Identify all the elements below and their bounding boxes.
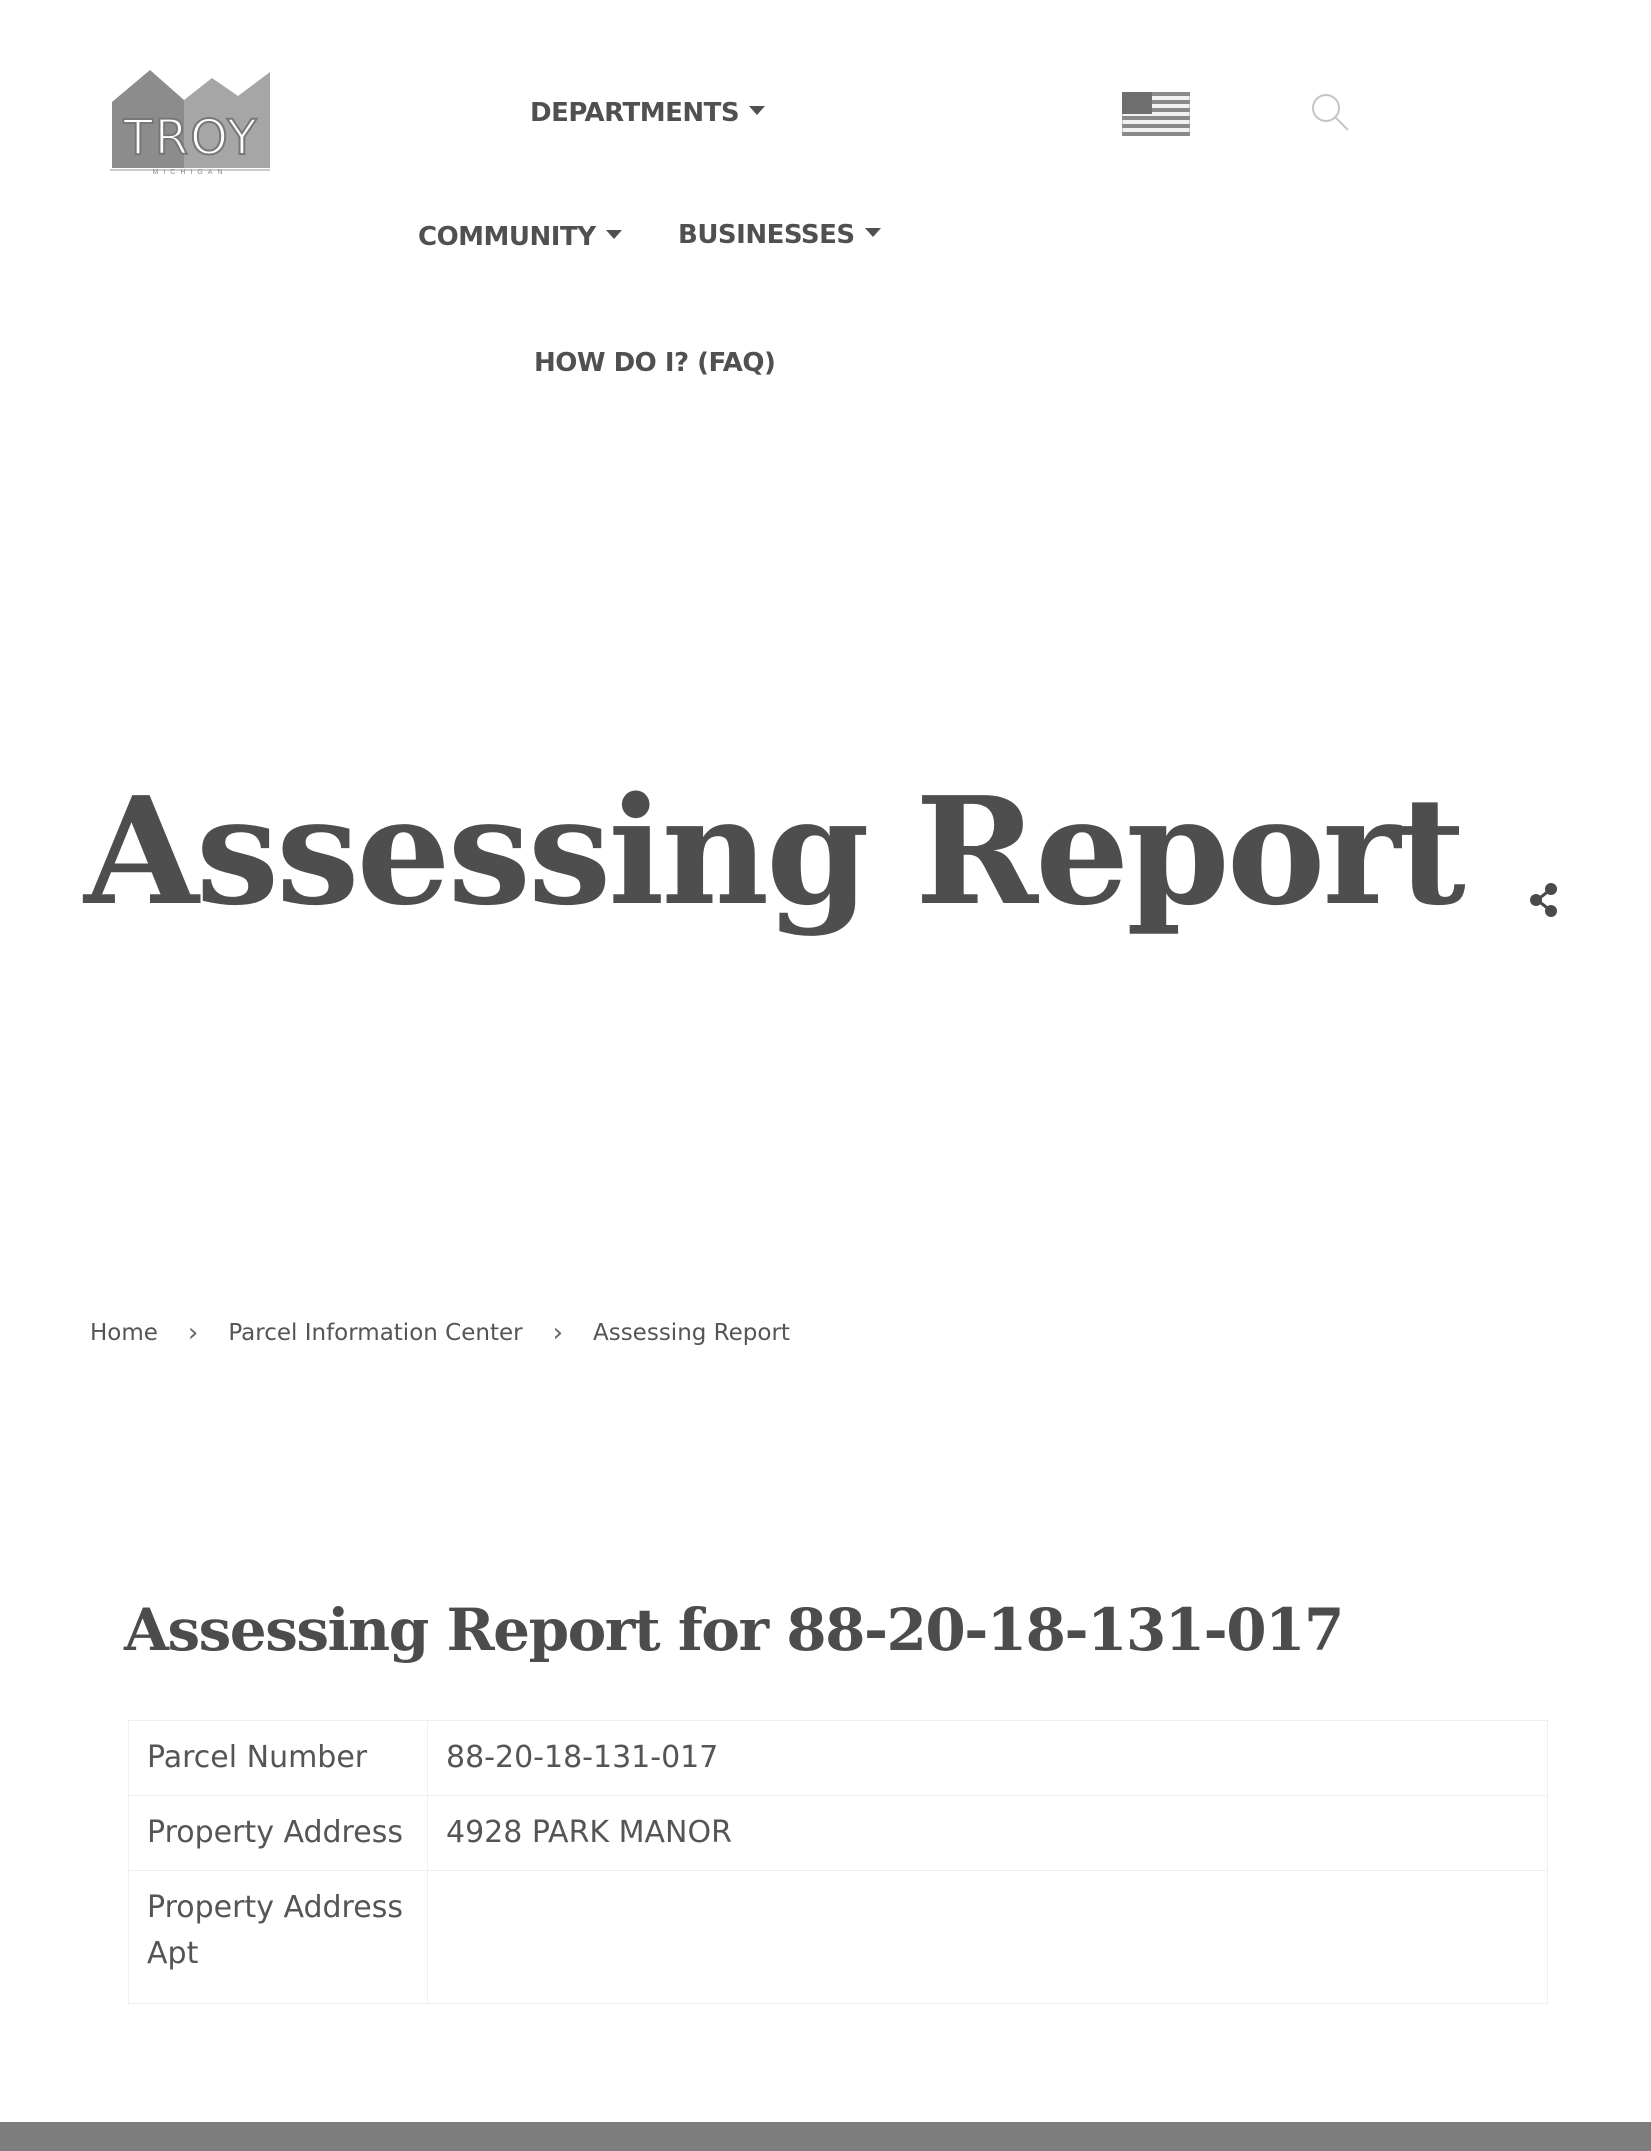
us-flag-icon[interactable] xyxy=(1122,92,1190,136)
report-heading: Assessing Report for 88-20-18-131-017 xyxy=(124,1596,1343,1664)
row-value xyxy=(428,1871,1548,2004)
nav-businesses[interactable] xyxy=(678,220,881,250)
logo-wordmark: TROY xyxy=(123,110,259,166)
caret-down-icon xyxy=(606,230,622,239)
nav-community[interactable] xyxy=(418,222,622,252)
chevron-right-icon: › xyxy=(187,1318,199,1348)
row-label: Property Address xyxy=(129,1796,428,1871)
breadcrumb-current: Assessing Report xyxy=(592,1320,790,1346)
page-title: Assessing Report xyxy=(84,764,1463,938)
chevron-right-icon: › xyxy=(552,1318,563,1348)
row-label: Parcel Number xyxy=(129,1721,428,1796)
nav-departments-label: DEPARTMENTS xyxy=(530,98,740,128)
logo-subtitle: MICHIGAN xyxy=(152,169,228,176)
nav-faq-label: HOW DO I? (FAQ) xyxy=(534,348,776,378)
row-label: Property Address Apt xyxy=(129,1871,428,2004)
nav-departments[interactable] xyxy=(530,98,765,128)
breadcrumb-parcel-information-center[interactable]: Parcel Information Center xyxy=(228,1320,523,1346)
troy-logo[interactable] xyxy=(110,68,270,174)
nav-businesses-label: BUSINESSES xyxy=(678,220,855,250)
breadcrumb-home[interactable]: Home xyxy=(90,1320,158,1346)
breadcrumb xyxy=(90,1318,790,1348)
share-icon[interactable] xyxy=(1528,882,1560,918)
report-table xyxy=(128,1720,1548,2004)
nav-faq[interactable] xyxy=(534,348,775,378)
caret-down-icon xyxy=(865,228,881,237)
row-value: 88-20-18-131-017 xyxy=(428,1721,1548,1796)
nav-community-label: COMMUNITY xyxy=(418,222,596,252)
footer-bar xyxy=(0,2122,1651,2151)
table-row xyxy=(129,1796,1548,1871)
table-row xyxy=(129,1871,1548,2004)
row-value: 4928 PARK MANOR xyxy=(428,1796,1548,1871)
caret-down-icon xyxy=(749,106,765,115)
table-row xyxy=(129,1721,1548,1796)
search-icon[interactable] xyxy=(1306,88,1354,136)
